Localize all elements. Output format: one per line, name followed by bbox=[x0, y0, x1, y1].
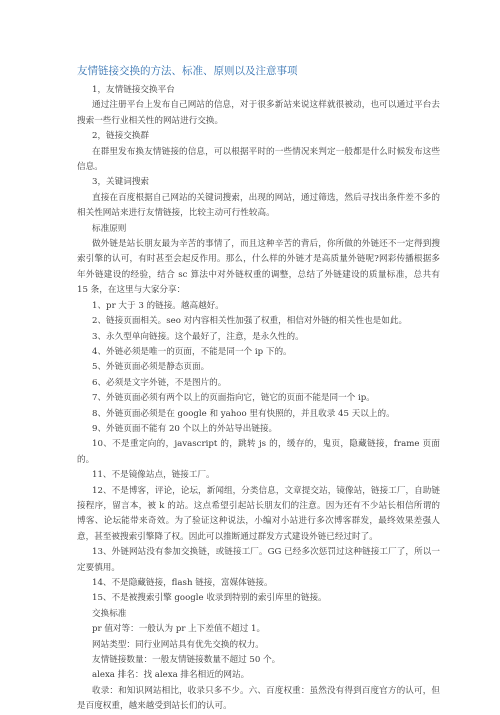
section-paragraph: 通过注册平台上发布自己网站的信息，对于很多新站来说这样就很被动，也可以通过平台去搜索一些行业相关性的网站进行交换。 bbox=[77, 100, 440, 126]
list-item: 3、永久型单向链接。这个最好了，注意，是永久性的。 bbox=[92, 331, 304, 342]
section-paragraph: 做外链是站长朋友最为辛苦的事情了，而且这种辛苦的背后，你所做的外链还不一定得到搜索引擎的认可，有时甚至会起反作用。那么，什么样的外链才是高质量外链呢?网彩传播根据多年外链建设的经验，结合 sc 算法中对外链权重的调整，总结了外链建设的质量标准，总共有 15 条，在这里与大家分享： bbox=[77, 239, 440, 296]
list-item: 收录：和知识网站相比，收录只多不少。六、百度权重：虽然没有得到百度官方的认可，但是百度权重，越来越受到站长们的认可。 bbox=[77, 685, 440, 712]
list-item: 7、外链页面必须有两个以上的页面指向它，链它的页面不能是同一个 ip。 bbox=[92, 393, 375, 404]
list-item: pr 值对等：一般认为 pr 上下差值不超过 1。 bbox=[92, 624, 266, 635]
list-item: 9、外链页面不能有 20 个以上的外站导出链接。 bbox=[92, 423, 278, 434]
list-item: 12、不是博客，评论，论坛，新闻组，分类信息，文章提交站，镜像站，链接工厂，自助链接程序，留言本，被 k 的站。这点希望引起站长朋友们的注意。因为还有不少站长相信所谓的博客、论坛能带来奇效。为了验证这种说法，小编对小站进行多次博客群发，最终效果差强人意，甚至被搜索引擎降了权。因此可以推断通过群发方式建设外链已经过时了。 bbox=[77, 485, 440, 542]
section-heading: 标准原则 bbox=[92, 223, 127, 234]
list-item: 14、不是隐藏链接，flash 链接，富媒体链接。 bbox=[92, 578, 273, 588]
list-item: 友情链接数量：一般友情链接数量不超过 50 个。 bbox=[92, 655, 281, 666]
document-title: 友情链接交换的方法、标准、原则以及注意事项 bbox=[77, 65, 298, 77]
list-item: 15、不是被搜索引擎 google 收录到特别的索引库里的链接。 bbox=[92, 593, 327, 604]
list-item: 1、pr 大于 3 的链接。越高越好。 bbox=[92, 300, 224, 311]
section-heading: 交换标准 bbox=[92, 608, 127, 619]
section-paragraph: 直接在百度根据自己网站的关键词搜索，出现的网站，通过筛选，然后寻找出条件差不多的相关性网站来进行友情链接，比较主动可行性较高。 bbox=[77, 192, 440, 219]
list-item: 8、外链页面必须是在 google 和 yahoo 里有快照的，并且收录 45 天以上的。 bbox=[92, 408, 395, 419]
section-heading: 1，友情链接交换平台 bbox=[92, 85, 175, 95]
list-item: 13、外链网站没有参加交换链，或链接工厂。GG 已经多次惩罚过这种链接工厂了，所以一定要慎用。 bbox=[77, 547, 440, 573]
section-heading: 3，关键词搜索 bbox=[92, 177, 150, 188]
list-item: 网站类型：同行业网站具有优先交换的权力。 bbox=[92, 639, 264, 650]
list-item: 10、不是重定向的，javascript 的，跳转 js 的，缓存的，鬼页，隐藏链接，frame 页面的。 bbox=[77, 439, 440, 465]
section-paragraph: 在群里发布换友情链接的信息，可以根据平时的一些情况来判定一般都是什么时候发布这些信息。 bbox=[77, 146, 440, 173]
list-item: 2、链接页面相关。seo 对内容相关性加强了权重，相信对外链的相关性也是如此。 bbox=[92, 316, 408, 327]
list-item: alexa 排名：找 alexa 排名相近的网站。 bbox=[92, 670, 250, 681]
list-item: 11、不是镜像站点，链接工厂。 bbox=[92, 470, 215, 481]
list-item: 4、外链必须是唯一的页面，不能是同一个 ip 下的。 bbox=[92, 346, 292, 357]
list-item: 5、外链页面必须是静态页面。 bbox=[92, 362, 210, 373]
list-item: 6、必须是文字外链，不是图片的。 bbox=[92, 377, 227, 388]
section-heading: 2，链接交换群 bbox=[92, 131, 150, 142]
